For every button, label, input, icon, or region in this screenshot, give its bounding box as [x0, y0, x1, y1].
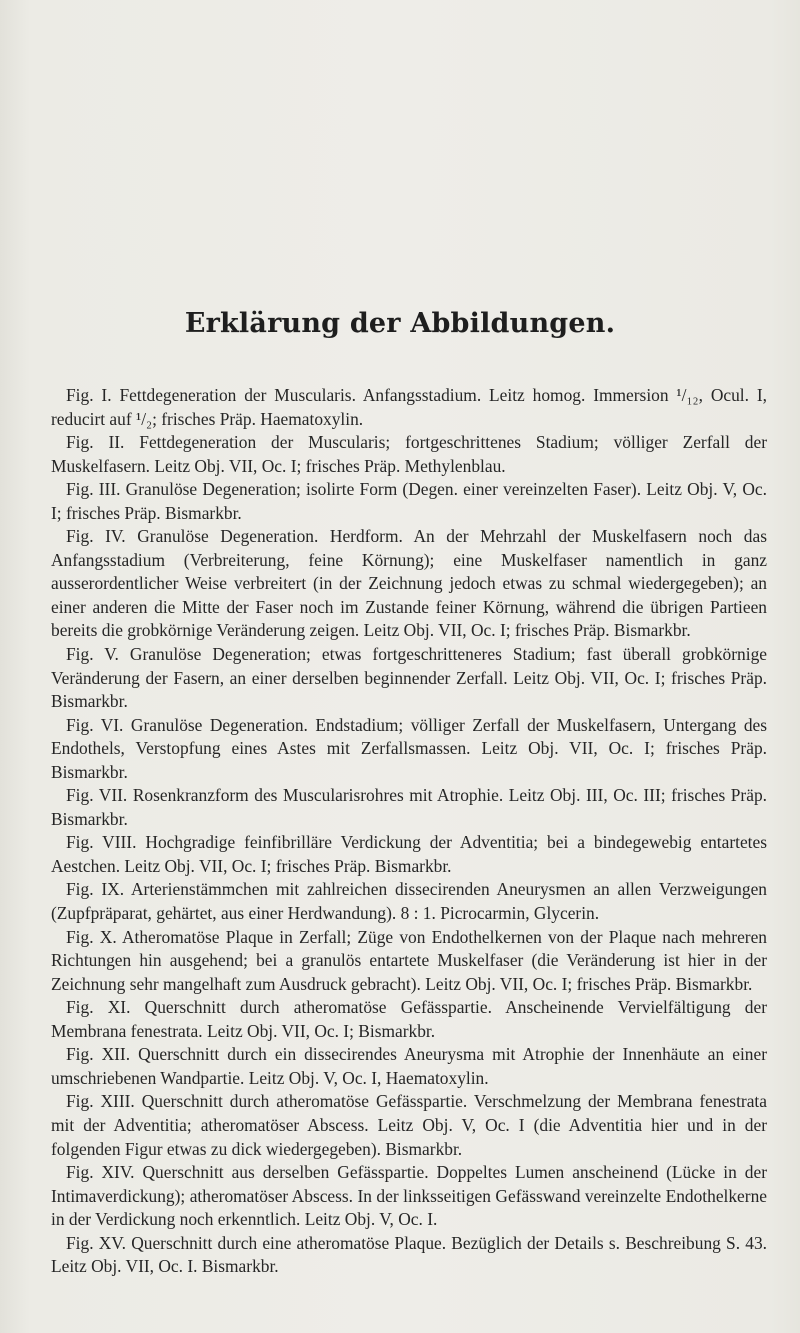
figure-description: Arterienstämmchen mit zahlreichen dissecirenden Aneurysmen an allen Verzweigungen (Zupfpräparat, gehärtet, aus einer Herdwandung). 8 : 1. Picrocarmin, Glycerin.	[51, 879, 767, 924]
figure-entry-1	[51, 384, 767, 431]
figure-entry-11	[51, 996, 767, 1043]
figure-explanations-list	[51, 384, 767, 1279]
figure-entry-4	[51, 525, 767, 643]
figure-entry-10	[51, 926, 767, 997]
figure-number: Fig. I.	[66, 385, 112, 405]
page-heading: Erklärung der Abbildungen.	[184, 308, 616, 339]
figure-description: Fettdegeneration der Muscularis. Anfangsstadium. Leitz homog. Immersion ¹/₁₂, Ocul. I, reducirt auf ¹/₂; frisches Präp. Haematoxylin.	[51, 385, 767, 429]
figure-number: Fig. V.	[66, 644, 119, 665]
figure-description: Granulöse Degeneration; etwas fortgeschritteneres Stadium; fast überall grobkörnige Veränderung der Fasern, an einer derselben beginnender Zerfall. Leitz Obj. VII, Oc. I; frisches Präp. Bismarkbr.	[51, 644, 767, 712]
figure-description: Querschnitt durch atheromatöse Gefässpartie. Verschmelzung der Membrana fenestrata mit der Adventitia; atheromatöser Abscess. Leitz Obj. V, Oc. I (die Adventitia hier und in der folgenden Figur etwas zu dick wiedergegeben). Bismarkbr.	[51, 1091, 767, 1159]
figure-description: Hochgradige feinfibrilläre Verdickung der Adventitia; bei a bindegewebig entartetes Aestchen. Leitz Obj. VII, Oc. I; frisches Präp. Bismarkbr.	[51, 832, 767, 876]
figure-description: Querschnitt durch eine atheromatöse Plaque. Bezüglich der Details s. Beschreibung S. 43. Leitz Obj. VII, Oc. I. Bismarkbr.	[51, 1232, 767, 1277]
figure-entry-13	[51, 1090, 767, 1161]
figure-description: Querschnitt aus derselben Gefässpartie. Doppeltes Lumen anscheinend (Lücke in der Intimaverdickung); atheromatöser Abscess. In der linksseitigen Gefässwand vereinzelte Endothelkerne in der Verdickung noch erkenntlich. Leitz Obj. V, Oc. I.	[51, 1162, 767, 1230]
figure-description: Atheromatöse Plaque in Zerfall; Züge von Endothelkernen von der Plaque nach mehreren Richtungen hin ausgehend; bei a granulös entartete Muskelfaser (die Veränderung ist hier in der Zeichnung sehr mangelhaft zum Ausdruck gebracht). Leitz Obj. VII, Oc. I; frisches Präp. Bismarkbr.	[51, 926, 767, 994]
figure-number: Fig. XIII.	[66, 1091, 135, 1112]
figure-entry-5	[51, 643, 767, 714]
figure-entry-3	[51, 478, 767, 525]
figure-entry-9	[51, 878, 767, 925]
figure-number: Fig. II.	[66, 432, 125, 453]
figure-number: Fig. III.	[66, 479, 121, 500]
figure-number: Fig. VIII.	[66, 832, 137, 853]
figure-entry-2	[51, 431, 767, 478]
figure-entry-14	[51, 1161, 767, 1232]
figure-description: Fettdegeneration der Muscularis; fortgeschrittenes Stadium; völliger Zerfall der Muskelfasern. Leitz Obj. VII, Oc. I; frisches Präp. Methylenblau.	[51, 432, 767, 476]
figure-number: Fig. IX.	[66, 879, 125, 900]
figure-entry-6	[51, 714, 767, 785]
figure-number: Fig. XV.	[66, 1232, 126, 1253]
figure-description: Querschnitt durch atheromatöse Gefässpartie. Anscheinende Vervielfältigung der Membrana fenestrata. Leitz Obj. VII, Oc. I; Bismarkbr.	[51, 997, 767, 1041]
figure-description: Rosenkranzform des Muscularisrohres mit Atrophie. Leitz Obj. III, Oc. III; frisches Präp. Bismarkbr.	[51, 785, 767, 829]
figure-number: Fig. VII.	[66, 785, 128, 806]
figure-entry-12	[51, 1043, 767, 1090]
figure-entry-7	[51, 784, 767, 831]
figure-number: Fig. IV.	[66, 526, 126, 547]
figure-number: Fig. XIV.	[66, 1162, 135, 1183]
figure-number: Fig. VI.	[66, 714, 124, 735]
figure-description: Granulöse Degeneration. Herdform. An der Mehrzahl der Muskelfasern noch das Anfangsstadium (Verbreiterung, feine Körnung); eine Muskelfaser namentlich in ganz ausserordentlicher Weise verbreitert (in der Zeichnung jedoch etwas zu schmal wiedergegeben); an einer anderen die Mitte der Faser noch im Zustande feiner Körnung, während die übrigen Partieen bereits die grobkörnige Veränderung zeigen. Leitz Obj. VII, Oc. I; frisches Präp. Bismarkbr.	[51, 526, 767, 641]
figure-number: Fig. XI.	[66, 997, 131, 1018]
figure-entry-8	[51, 831, 767, 878]
figure-description: Querschnitt durch ein dissecirendes Aneurysma mit Atrophie der Innenhäute an einer umschriebenen Wandpartie. Leitz Obj. V, Oc. I, Haematoxylin.	[51, 1044, 767, 1088]
figure-description: Granulöse Degeneration. Endstadium; völliger Zerfall der Muskelfasern, Untergang des Endothels, Verstopfung eines Astes mit Zerfallsmassen. Leitz Obj. VII, Oc. I; frisches Präp. Bismarkbr.	[51, 714, 768, 782]
figure-number: Fig. XII.	[66, 1044, 131, 1065]
figure-number: Fig. X.	[66, 926, 117, 947]
figure-description: Granulöse Degeneration; isolirte Form (Degen. einer vereinzelten Faser). Leitz Obj. V, Oc. I; frisches Präp. Bismarkbr.	[51, 479, 767, 523]
figure-entry-15	[51, 1232, 767, 1279]
